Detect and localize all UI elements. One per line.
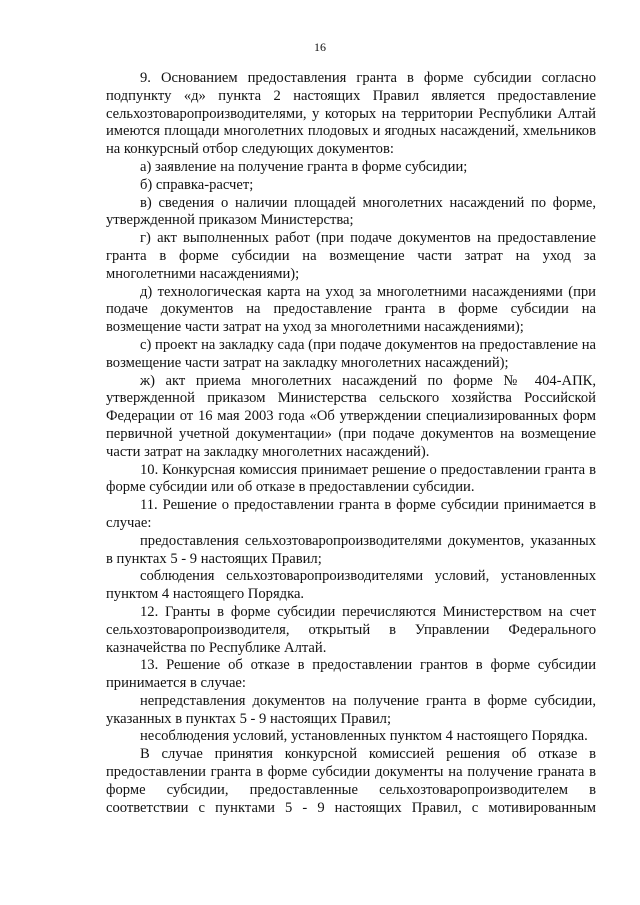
list-item-b-calculation: б) справка-расчет;	[140, 176, 254, 193]
paragraph-refusal-procedure: В случае принятия конкурсной комиссией решения об отказе в предоставлении гранта в форме субсидии документы на получение граната в форме субсидии, предоставленные сельхозтоваропроизводителем в соответствии с пунктами 5 - 9 настоящих Правил, с мотивированным	[106, 746, 596, 816]
paragraph-item-11: 11. Решение о предоставлении гранта в форме субсидии принимается в случае:	[106, 497, 596, 531]
refusal-terms-violated: несоблюдения условий, установленных пунктом 4 настоящего Порядка.	[140, 728, 588, 745]
page-number: 16	[314, 40, 326, 54]
paragraph-item-13: 13. Решение об отказе в предоставлении грантов в форме субсидии принимается в случае:	[106, 657, 596, 692]
document-body	[106, 70, 596, 817]
list-item-g-work-act: г) акт выполненных работ (при подаче документов на предоставление гранта в форме субсидии на возмещение части затрат на уход за многолетними насаждениями);	[106, 230, 596, 282]
list-item-e-garden-project: с) проект на закладку сада (при подаче документов на предоставление на возмещение части затрат на закладку многолетних насаждений);	[106, 336, 596, 371]
paragraph-item-10: 10. Конкурсная комиссия принимает решение о предоставлении гранта в форме субсидии или об отказе в предоставлении субсидии.	[106, 461, 596, 496]
condition-terms-observed: соблюдения сельхозтоваропроизводителями условий, установленных пунктом 4 настоящего Порядка.	[106, 568, 596, 603]
list-item-v-area-info: в) сведения о наличии площадей многолетних насаждений по форме, утвержденной приказом Министерства;	[106, 194, 596, 229]
paragraph-item-9: 9. Основанием предоставления гранта в форме субсидии согласно подпункту «д» пункта 2 настоящих Правил является предоставление сельхозтоваропроизводителями, у которых на территории Республики Алтай имеются площади многолетних плодовых и ягодных насаждений, хмельников на конкурсный отбор следующих документов:	[106, 70, 596, 158]
condition-documents-provided: предоставления сельхозтоваропроизводителями документов, указанных в пунктах 5 - 9 настоящих Правил;	[106, 532, 596, 567]
refusal-documents-missing: непредставления документов на получение гранта в форме субсидии, указанных в пунктах 5 - 9 настоящих Правил;	[106, 692, 596, 727]
list-item-d-tech-card: д) технологическая карта на уход за многолетними насаждениями (при подаче документов на предоставление гранта в форме субсидии на возмещение части затрат на уход за многолетними насаждениями);	[106, 283, 596, 336]
list-item-a-application: а) заявление на получение гранта в форме субсидии;	[140, 158, 468, 175]
paragraph-item-12: 12. Гранты в форме субсидии перечисляются Министерством на счет сельхозтоваропроизводителя, открытый в Управлении Федерального казначейства по Республике Алтай.	[106, 603, 596, 656]
list-item-zh-acceptance-act: ж) акт приема многолетних насаждений по форме № 404-АПК, утвержденной приказом Министерства сельского хозяйства Российской Федерации от 16 мая 2003 года «Об утверждении специализированных форм первичной учетной документации» (при подаче документов на возмещение части затрат на закладку многолетних насаждений).	[106, 372, 596, 460]
